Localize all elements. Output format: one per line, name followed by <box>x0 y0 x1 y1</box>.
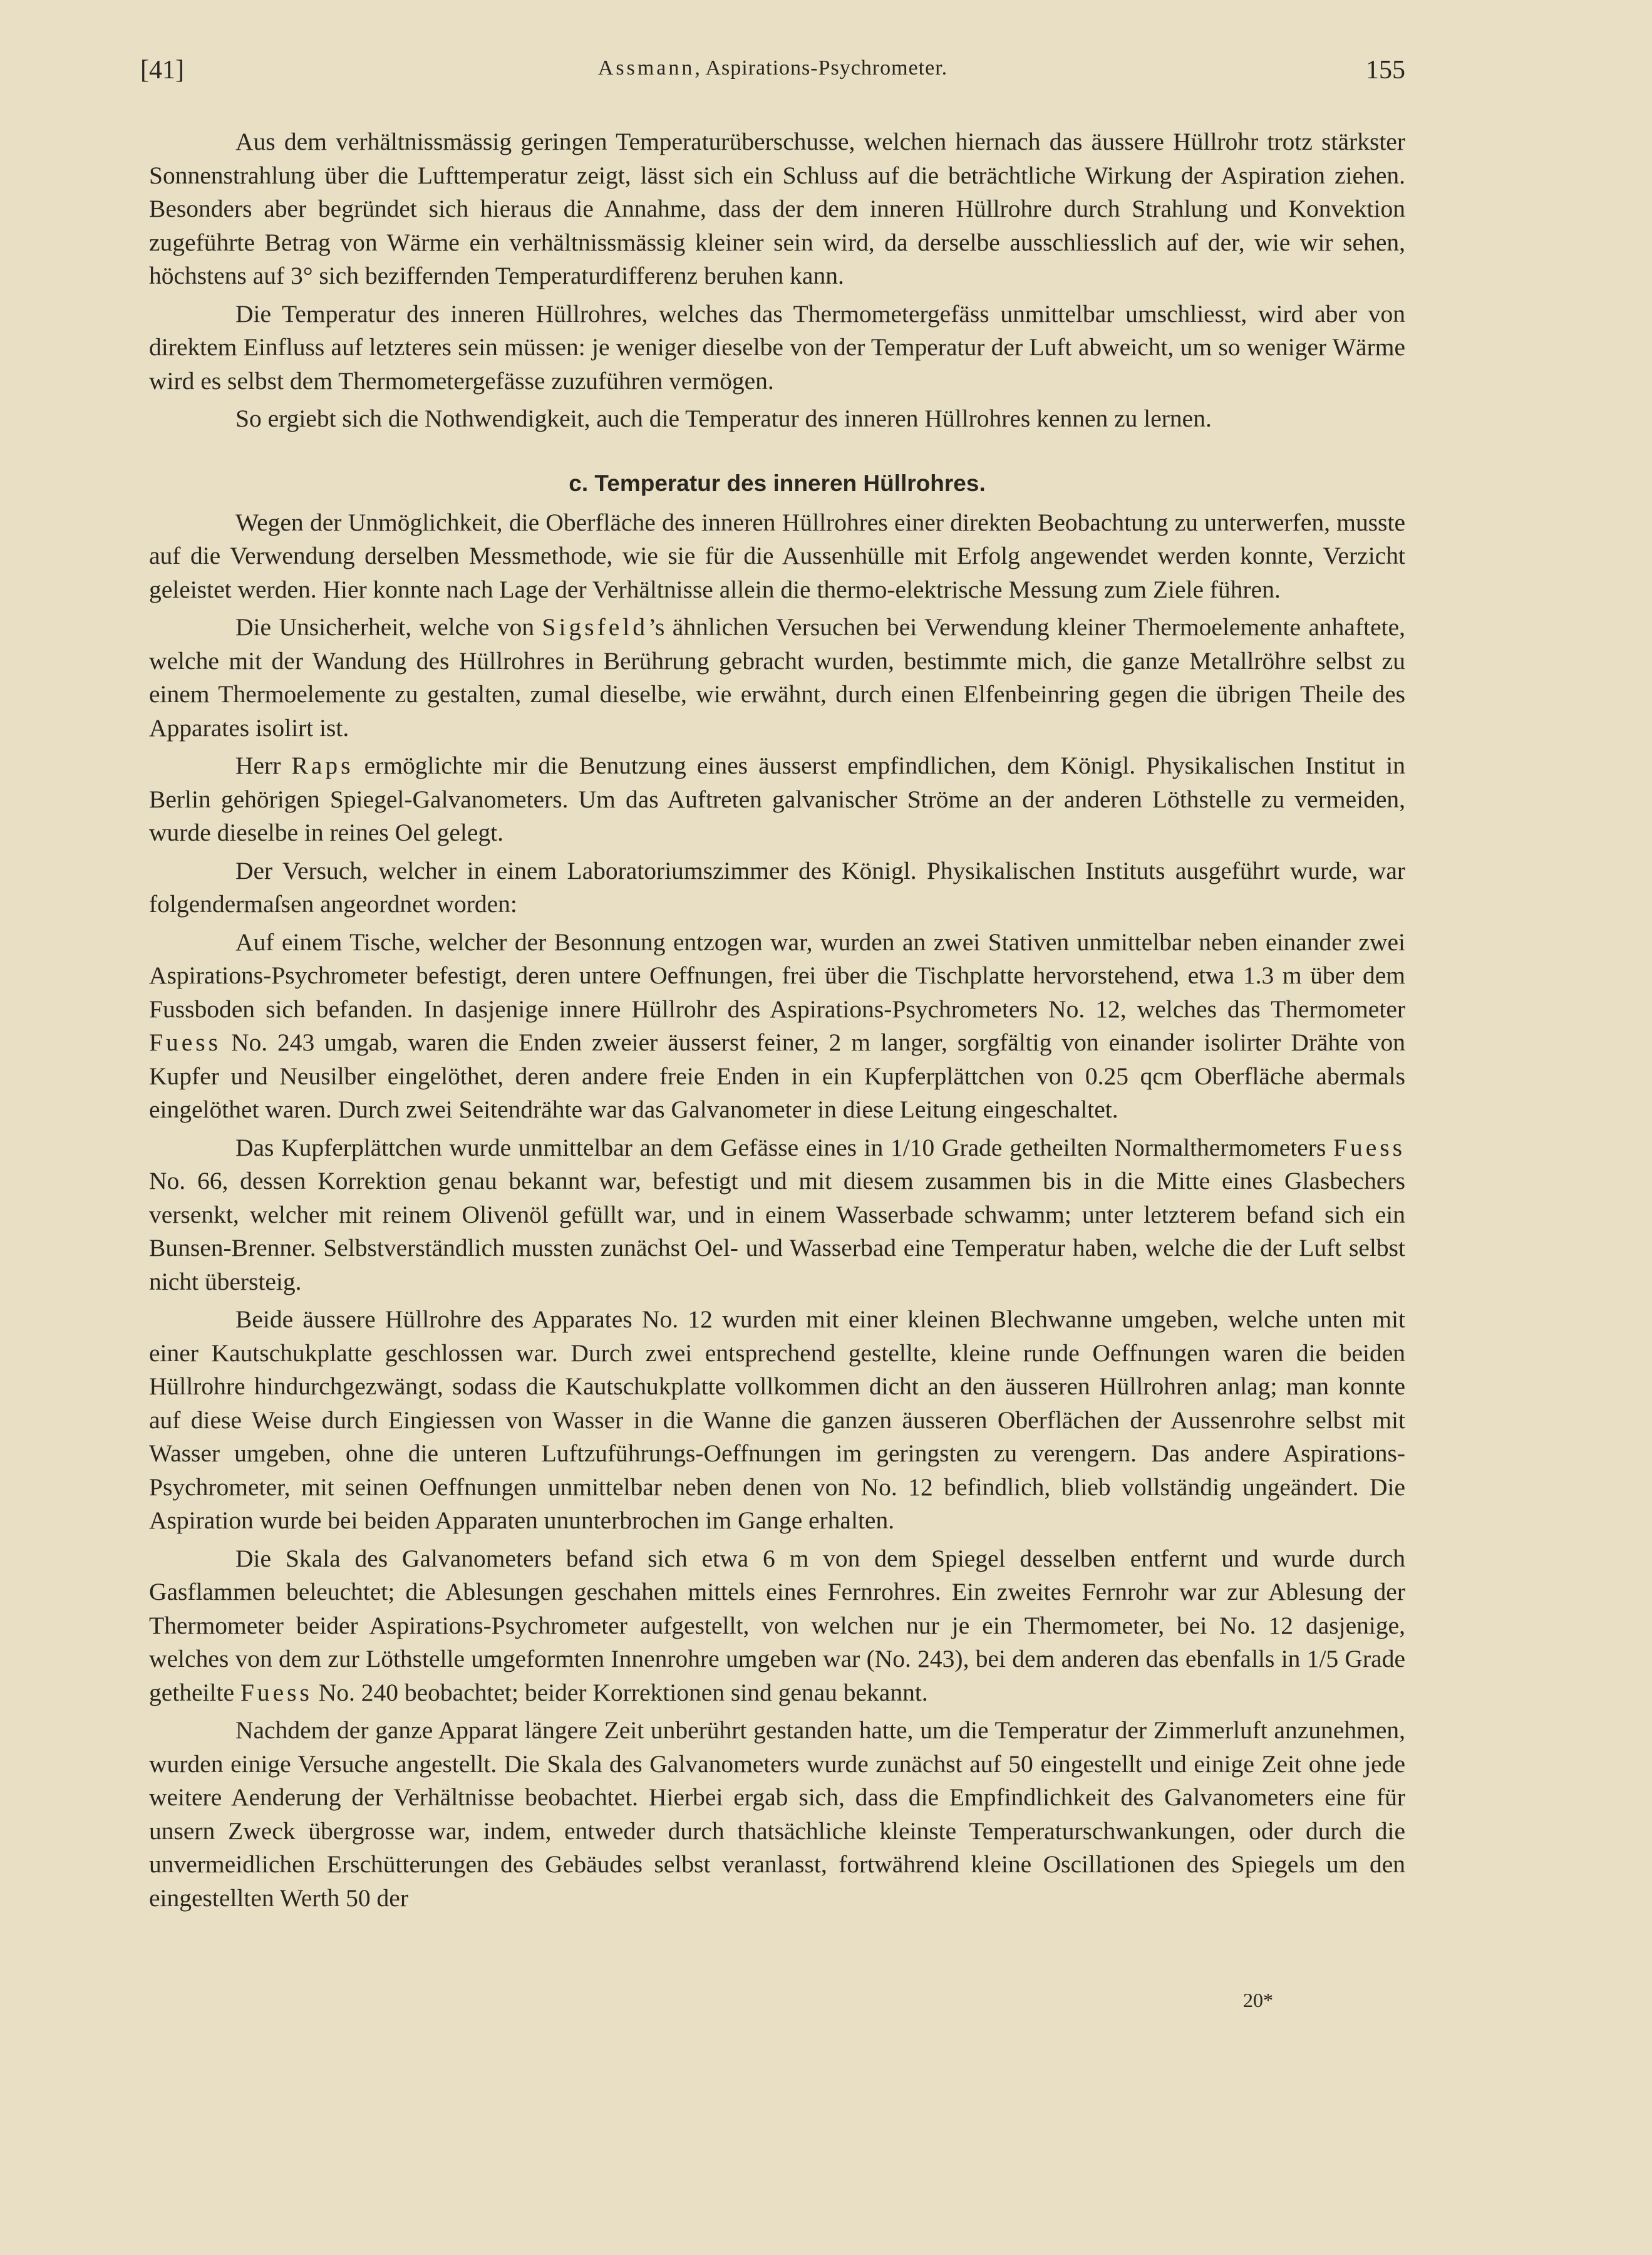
text-span: Grade getheilten Normalthermometers <box>934 1133 1333 1161</box>
paragraph: Wegen der Unmöglichkeit, die Oberfläche des inneren Hüllrohres einer direkten Beobachtung zu unterwerfen, musste auf die Verwendung derselben Messmethode, wie sie für die Aussenhülle mit Erfolg angewendet werden konnte, Verzicht geleistet werden. Hier konnte nach Lage der Verhältnisse allein die thermo-elektrische Messung zum Ziele führen. <box>149 508 1405 603</box>
person-name: Fuess <box>1333 1133 1405 1161</box>
text-span: ermöglichte mir die Benutzung eines äusserst empfindlichen, dem Königl. Physikalischen Institut in Berlin gehörigen Spiegel-Galvanometers. Um das Auftreten galvanischer Ströme an der anderen Löthstelle zu vermeiden, wurde dieselbe in reines Oel gelegt. <box>149 752 1405 846</box>
paragraph: Der Versuch, welcher in einem Laboratoriumszimmer des Königl. Physikalischen Instituts ausgeführt wurde, war folgendermaſsen angeordnet worden: <box>149 856 1405 918</box>
header-bracket-number: [41] <box>140 56 184 85</box>
text-span: No. 243 umgab, waren die Enden zweier äusserst feiner, 2 m langer, sorgfältig von einander isolirter Drähte von Kupfer und Neusilber eingelöthet, deren andere freie Enden in ein Kupferplättchen von 0.25 qcm Oberfläche abermals eingelöthet waren. Durch zwei Seitendrähte war das Galvanometer in diese Leitung eingeschaltet. <box>149 1029 1405 1123</box>
paragraph <box>149 611 1405 745</box>
fraction: 1/10 <box>891 1133 935 1161</box>
text-span: No. 240 beobachtet; beider Korrektionen sind genau bekannt. <box>312 1678 928 1706</box>
header-title-rest: , Aspirations-Psychrometer. <box>694 56 948 80</box>
paragraph <box>149 1542 1405 1710</box>
header-title <box>140 56 1405 80</box>
text-span: Die Unsicherheit, welche von <box>235 613 542 641</box>
paragraph: Die Temperatur des inneren Hüllrohres, welches das Thermometergefäss unmittelbar umschliesst, wird aber von direktem Einfluss auf letzteres sein müssen: je weniger dieselbe von der Temperatur der Luft abweicht, um so weniger Wärme wird es selbst dem Thermometergefässe zuzuführen vermögen. <box>149 299 1405 395</box>
text-span: Die Skala des Galvanometers befand sich etwa 6 m von dem Spiegel desselben entfernt und wurde durch Gasflammen beleuchtet; die Ablesungen geschahen mittels eines Fernrohres. Ein zweites Fernrohr war zur Ablesung der Thermometer beider Aspirations-Psychrometer aufgestellt, von welchen nur je ein Thermometer, bei No. 12 dasjenige, welches von dem zur Löthstelle umgeformten Innenrohre umgeben war (No. 243), bei dem anderen das ebenfalls in <box>149 1544 1405 1672</box>
page-number: 155 <box>1366 56 1405 85</box>
person-name: Fuess <box>240 1678 312 1706</box>
text-span: Auf einem Tische, welcher der Besonnung entzogen war, wurden an zwei Stativen unmittelbar neben einander zwei Aspirations-Psychrometer befestigt, deren untere Oeffnungen, frei über die Tischplatte hervorstehend, etwa 1.3 m über dem Fussboden sich befanden. In dasjenige innere Hüllrohr des Aspirations-Psychrometers No. 12, welches das Thermometer <box>149 928 1405 1023</box>
paragraph: So ergiebt sich die Nothwendigkeit, auch die Temperatur des inneren Hüllrohres kennen zu lernen. <box>235 405 1212 432</box>
paragraph <box>149 926 1405 1127</box>
header-author: Assmann <box>597 56 695 80</box>
section-heading: c. Temperatur des inneren Hüllrohres. <box>569 470 986 496</box>
paragraph: Aus dem verhältnissmässig geringen Temperaturüberschusse, welchen hiernach das äussere Hüllrohr trotz stärkster Sonnenstrahlung über die Lufttemperatur zeigt, lässt sich ein Schluss auf die beträchtliche Wirkung der Aspiration ziehen. Besonders aber begründet sich hieraus die Annahme, dass der dem inneren Hüllrohre durch Strahlung und Konvektion zugeführte Betrag von Wärme ein verhältnissmässig kleiner sein wird, da derselbe ausschliesslich auf der, wie wir sehen, höchstens auf 3° sich beziffernden Temperaturdifferenz beruhen kann. <box>149 128 1405 289</box>
person-name: Raps <box>291 752 354 779</box>
paragraph: Nachdem der ganze Apparat längere Zeit unberührt gestanden hatte, um die Temperatur der Zimmerluft anzunehmen, wurden einige Versuche angestellt. Die Skala des Galvanometers wurde zunächst auf 50 eingestellt und einige Zeit ohne jede weitere Aenderung der Verhältnisse beobachtet. Hierbei ergab sich, dass die Empfindlichkeit des Galvanometers eine für unsern Zweck übergrosse war, indem, entweder durch thatsächliche kleinste Temperaturschwankungen, oder durch die unvermeidlichen Erschütterungen des Gebäudes selbst veranlasst, fortwährend kleine Oscillationen des Spiegels um den eingestellten Werth 50 der <box>149 1716 1405 1912</box>
text-span: Grade getheilte <box>149 1645 1405 1706</box>
text-span: No. 66, dessen Korrektion genau bekannt war, befestigt und mit diesem zusammen bis in die Mitte eines Glasbechers versenkt, welcher mit reinem Olivenöl gefüllt war, und in einem Wasserbade schwamm; unter letzterem befand sich ein Bunsen-Brenner. Selbstverständlich mussten zunächst Oel- und Wasserbad eine Temperatur haben, welche die der Luft selbst nicht übersteig. <box>149 1167 1405 1295</box>
text-span: ’s ähnlichen Versuchen bei Verwendung kleiner Thermoelemente anhaftete, welche mit der Wandung des Hüllrohres in Berührung gebracht wurden, bestimmte mich, die ganze Metallröhre selbst zu einem Thermoelemente zu gestalten, zumal dieselbe, wie erwähnt, durch einen Elfenbeinring gegen die übrigen Theile des Apparates isolirt ist. <box>149 613 1406 742</box>
running-header <box>140 55 1405 93</box>
fraction: 1/5 <box>1306 1645 1339 1672</box>
body-text <box>149 125 1405 1919</box>
person-name: Sigsfeld <box>542 613 649 641</box>
paragraph <box>149 1131 1405 1299</box>
paragraph: Beide äussere Hüllrohre des Apparates No. 12 wurden mit einer kleinen Blechwanne umgeben, welche unten mit einer Kautschukplatte geschlossen war. Durch zwei entsprechend gestellte, kleine runde Oeffnungen waren die beiden Hüllrohre hindurchgezwängt, sodass die Kautschukplatte vollkommen dicht an den äusseren Hüllrohren anlag; man konnte auf diese Weise durch Eingiessen von Wasser in die Wanne die ganzen äusseren Oberflächen der Aussenrohre selbst mit Wasser umgeben, ohne die unteren Luftzuführungs-Oeffnungen im geringsten zu verengern. Das andere Aspirations-Psychrometer, mit seinen Oeffnungen unmittelbar neben denen von No. 12 befindlich, blieb vollständig ungeändert. Die Aspiration wurde bei beiden Apparaten ununterbrochen im Gange erhalten. <box>149 1305 1405 1534</box>
person-name: Fuess <box>149 1029 221 1056</box>
signature-mark: 20* <box>1243 1989 1273 2011</box>
text-span: Das Kupferplättchen wurde unmittelbar an dem Gefässe eines in <box>235 1133 891 1161</box>
paragraph <box>149 749 1405 850</box>
text-span: Herr <box>235 752 292 779</box>
